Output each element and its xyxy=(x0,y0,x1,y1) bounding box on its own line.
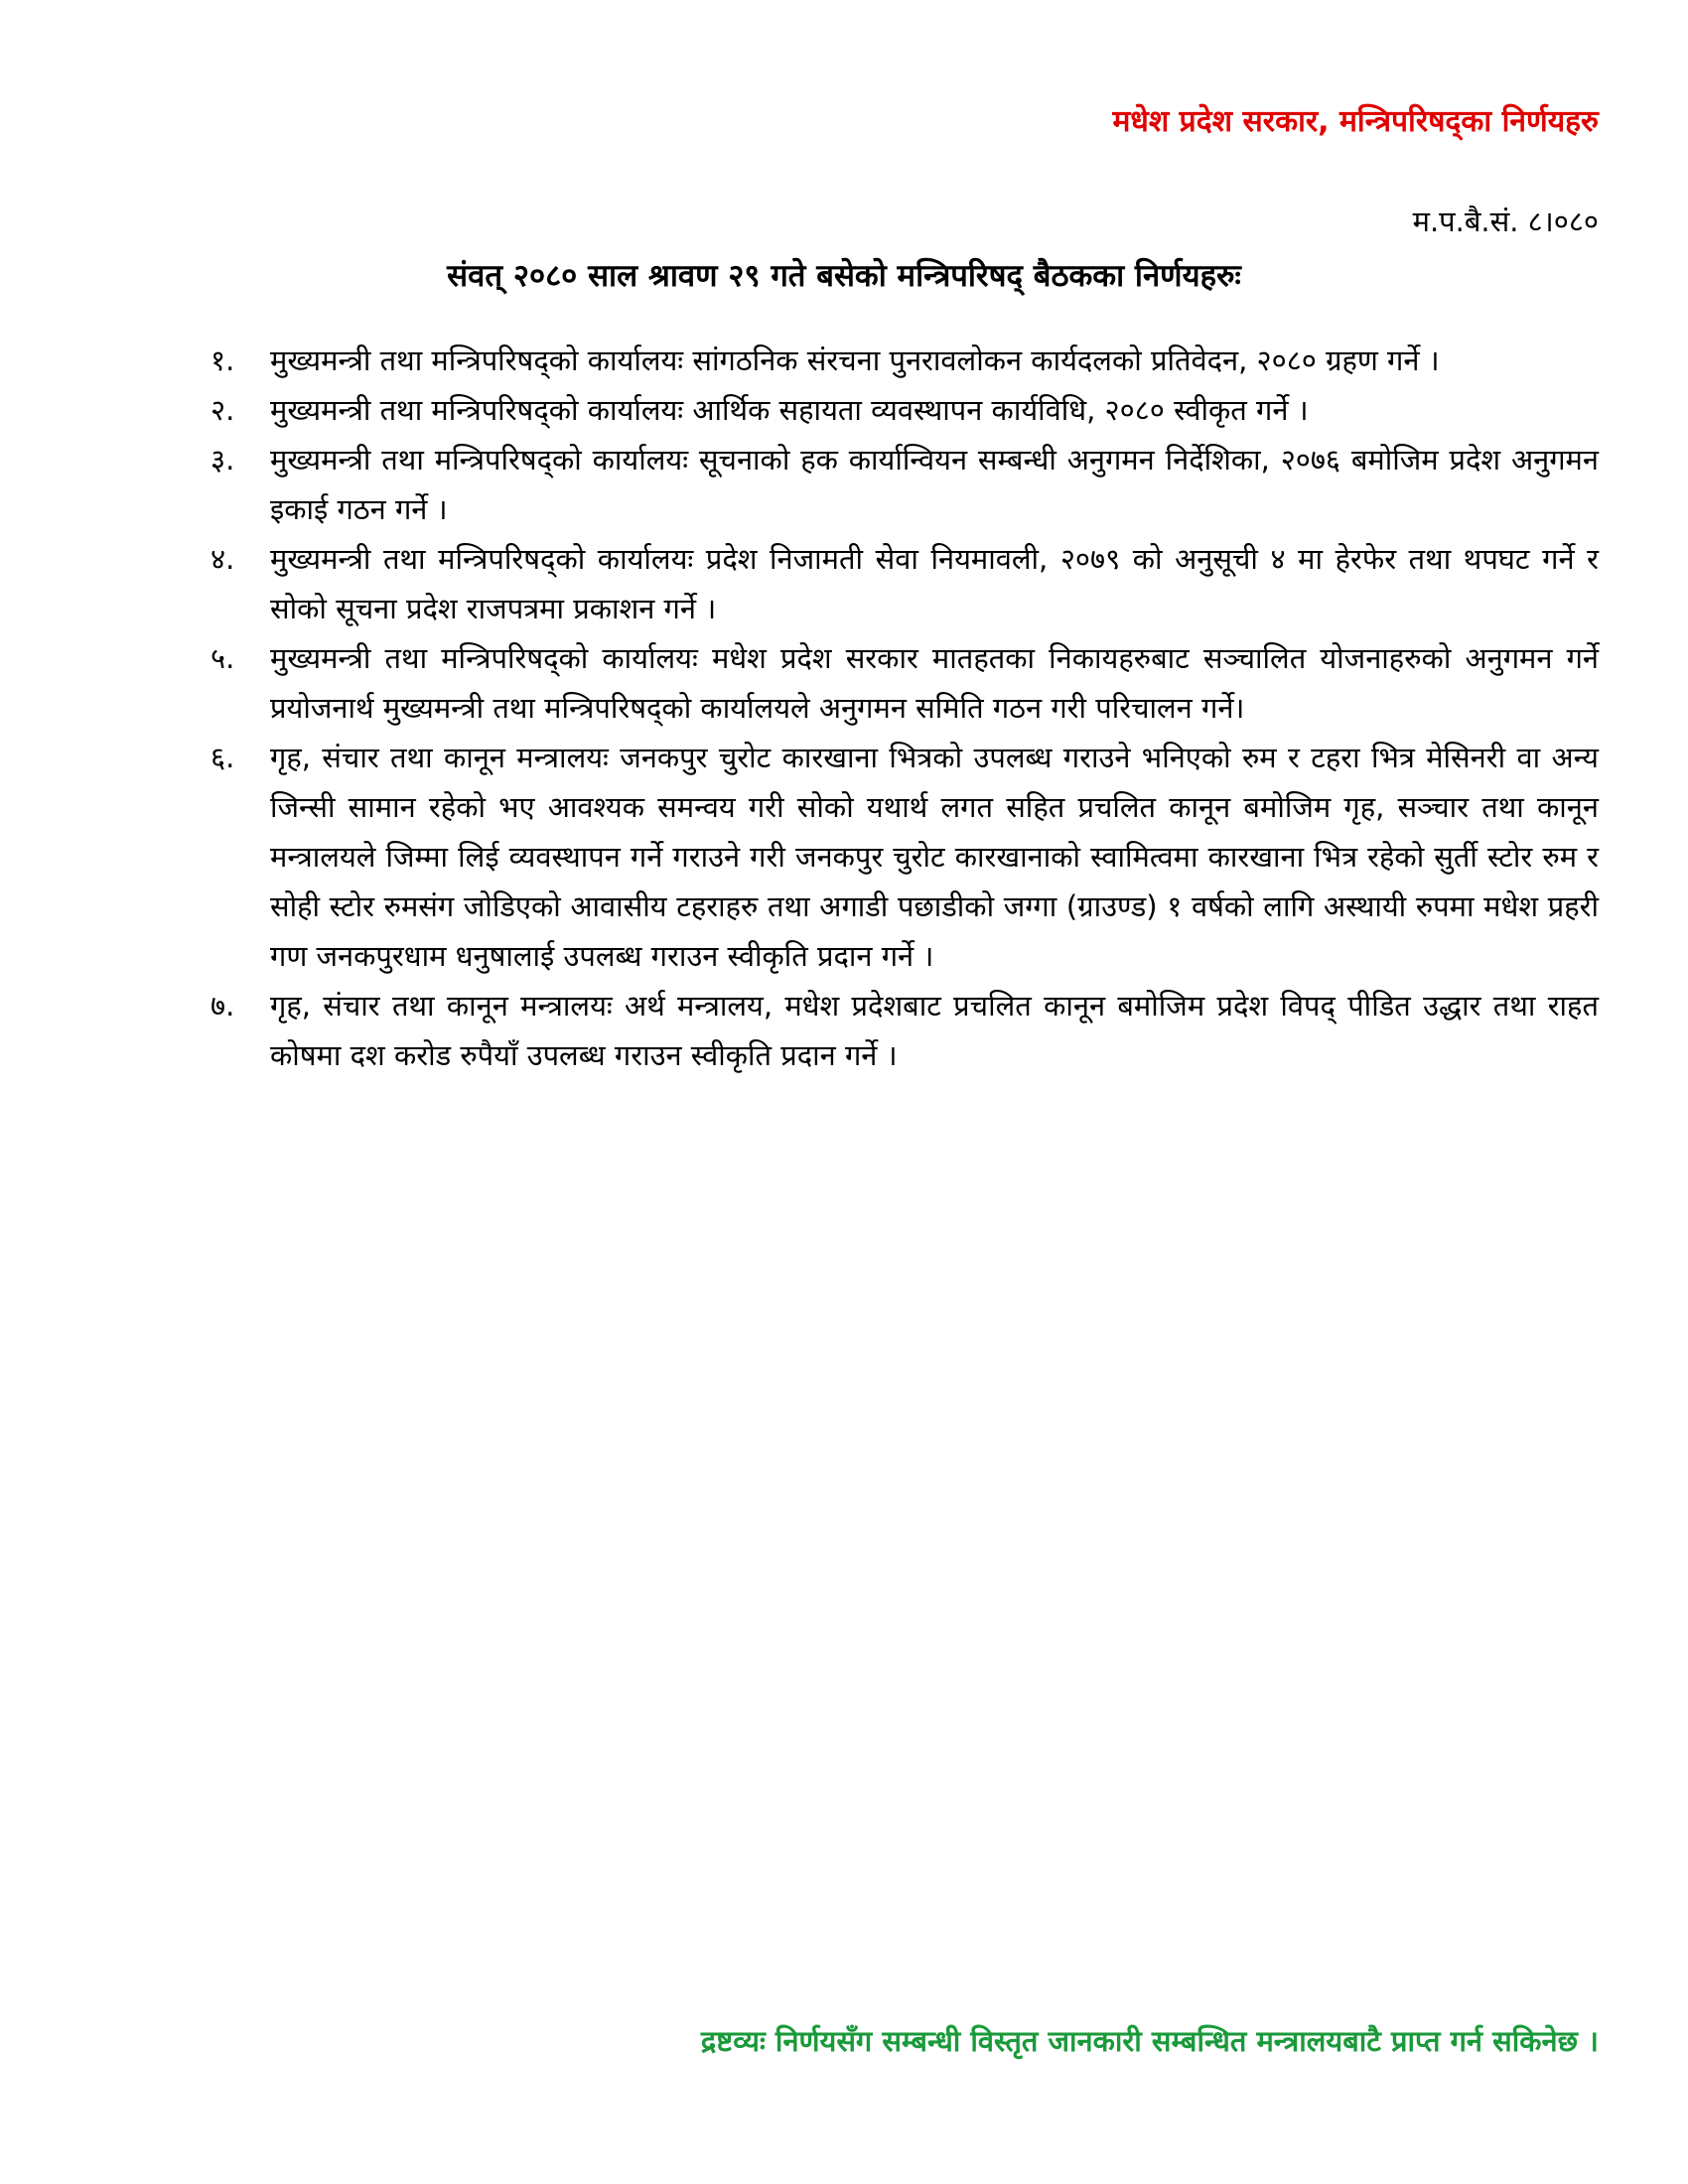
decision-item xyxy=(211,435,1599,534)
decision-text: गृह, संचार तथा कानून मन्त्रालयः अर्थ मन्त्रालय, मधेश प्रदेशबाट प्रचलित कानून बमोजिम प्रदेश विपद् पीडित उद्धार तथा राहत कोषमा दश करोड रुपैयाँ उपलब्ध गराउन स्वीकृति प्रदान गर्ने । xyxy=(270,989,1599,1072)
decision-item xyxy=(211,981,1599,1080)
decision-number: २. xyxy=(211,393,235,427)
decision-number: ५. xyxy=(211,641,235,675)
decision-number: १. xyxy=(211,343,235,377)
decision-item xyxy=(211,336,1599,385)
decision-number: ३. xyxy=(211,443,235,477)
decision-item xyxy=(211,534,1599,633)
decision-text: मुख्यमन्त्री तथा मन्त्रिपरिषद्को कार्यालयः आर्थिक सहायता व्यवस्थापन कार्यविधि, २०८० स्वीकृत गर्ने । xyxy=(270,393,1309,427)
document-title: संवत् २०८० साल श्रावण २९ गते बसेको मन्त्रिपरिषद् बैठकका निर्णयहरुः xyxy=(447,258,1241,294)
decision-item xyxy=(211,633,1599,733)
decision-number: ६. xyxy=(211,741,235,774)
decision-text: मुख्यमन्त्री तथा मन्त्रिपरिषद्को कार्यालयः सांगठनिक संरचना पुनरावलोकन कार्यदलको प्रतिवेदन, २०८० ग्रहण गर्ने । xyxy=(270,343,1440,377)
decision-number: ७. xyxy=(211,989,235,1023)
decision-list xyxy=(211,336,1599,1080)
decision-number: ४. xyxy=(211,542,235,576)
reference-number: म.प.बै.सं. ८।०८० xyxy=(1412,205,1599,238)
decision-item xyxy=(211,385,1599,435)
decision-text: मुख्यमन्त्री तथा मन्त्रिपरिषद्को कार्यालयः प्रदेश निजामती सेवा नियमावली, २०७९ को अनुसूची ४ मा हेरफेर तथा थपघट गर्ने र सोको सूचना प्रदेश राजपत्रमा प्रकाशन गर्ने । xyxy=(270,542,1599,625)
decision-text: मुख्यमन्त्री तथा मन्त्रिपरिषद्को कार्यालयः सूचनाको हक कार्यान्वियन सम्बन्धी अनुगमन निर्देशिका, २०७६ बमोजिम प्रदेश अनुगमन इकाई गठन गर्ने । xyxy=(270,443,1599,526)
decision-item xyxy=(211,733,1599,981)
government-title: मधेश प्रदेश सरकार, मन्त्रिपरिषद्का निर्णयहरु xyxy=(1112,104,1599,139)
decision-text: गृह, संचार तथा कानून मन्त्रालयः जनकपुर चुरोट कारखाना भित्रको उपलब्ध गराउने भनिएको रुम र टहरा भित्र मेसिनरी वा अन्य जिन्सी सामान रहेको भए आवश्यक समन्वय गरी सोको यथार्थ लगत सहित प्रचलित कानून बमोजिम गृह, सञ्चार तथा कानून मन्त्रालयले जिम्मा लिई व्यवस्थापन गर्ने गराउने गरी जनकपुर चुरोट कारखानाको स्वामित्वमा कारखाना भित्र रहेको सुर्ती स्टोर रुम र सोही स्टोर रुमसंग जोडिएको आवासीय टहराहरु तथा अगाडी पछाडीको जग्गा (ग्राउण्ड) १ वर्षको लागि अस्थायी रुपमा मधेश प्रहरी गण जनकपुरधाम धनुषालाई उपलब्ध गराउन स्वीकृति प्रदान गर्ने । xyxy=(270,741,1599,973)
decision-text: मुख्यमन्त्री तथा मन्त्रिपरिषद्को कार्यालयः मधेश प्रदेश सरकार मातहतका निकायहरुबाट सञ्चालित योजनाहरुको अनुगमन गर्ने प्रयोजनार्थ मुख्यमन्त्री तथा मन्त्रिपरिषद्को कार्यालयले अनुगमन समिति गठन गरी परिचालन गर्ने। xyxy=(270,641,1599,725)
footer-note: द्रष्टव्यः निर्णयसँग सम्बन्धी विस्तृत जानकारी सम्बन्धित मन्त्रालयबाटै प्राप्त गर्न सकिनेछ । xyxy=(700,2024,1599,2058)
